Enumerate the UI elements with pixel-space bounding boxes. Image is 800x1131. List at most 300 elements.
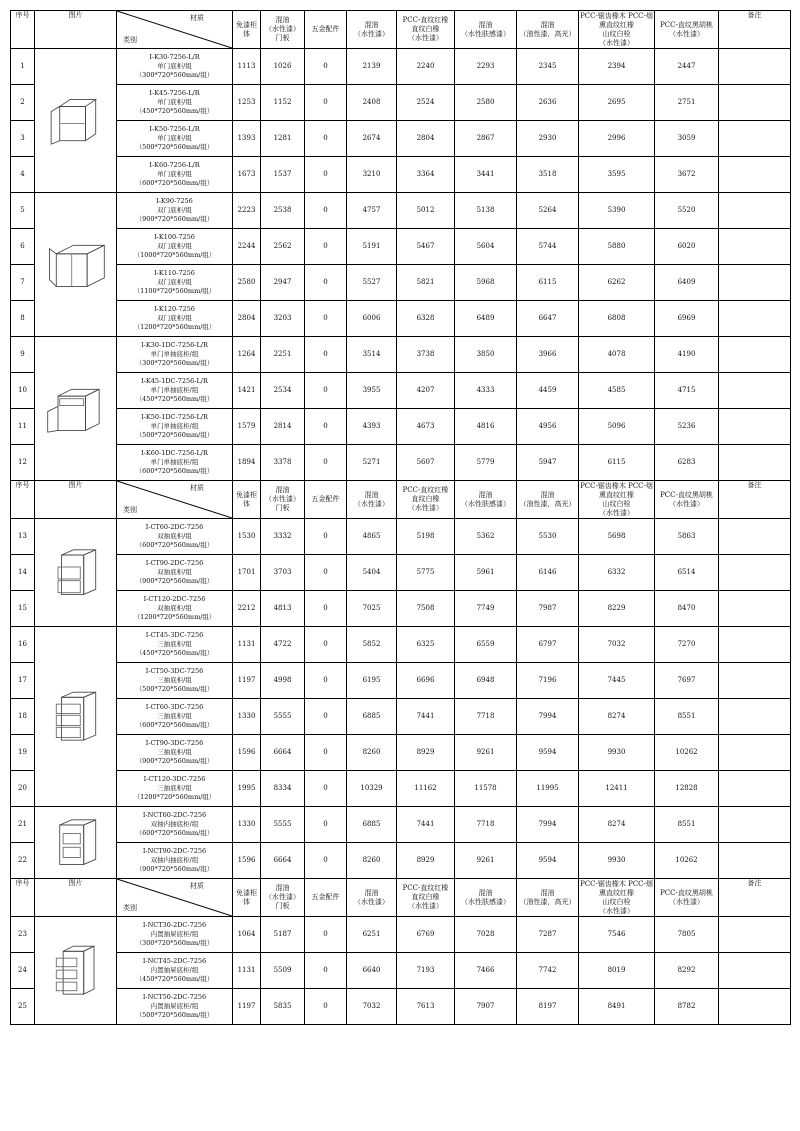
price-cell: 7697 — [655, 663, 719, 699]
price-cell: 5191 — [347, 229, 397, 265]
table-row — [11, 591, 791, 627]
remark-cell — [719, 373, 791, 409]
price-cell: 3672 — [655, 157, 719, 193]
price-cell: 0 — [305, 989, 347, 1025]
price-cell: 9930 — [579, 735, 655, 771]
table-row — [11, 843, 791, 879]
price-cell: 1330 — [233, 699, 261, 735]
price-cell: 5096 — [579, 409, 655, 445]
price-cell: 7193 — [397, 953, 455, 989]
price-cell: 8551 — [655, 699, 719, 735]
price-cell: 5520 — [655, 193, 719, 229]
price-cell: 12411 — [579, 771, 655, 807]
price-cell: 9261 — [455, 735, 517, 771]
price-cell: 7032 — [347, 989, 397, 1025]
price-cell: 8292 — [655, 953, 719, 989]
price-cell: 1673 — [233, 157, 261, 193]
price-cell: 1701 — [233, 555, 261, 591]
price-cell: 5467 — [397, 229, 455, 265]
table-row — [11, 49, 791, 85]
price-cell: 7441 — [397, 699, 455, 735]
price-cell: 0 — [305, 337, 347, 373]
price-cell: 7718 — [455, 807, 517, 843]
price-cell: 6696 — [397, 663, 455, 699]
header-material-label: 材质 — [190, 14, 204, 22]
price-cell: 6885 — [347, 699, 397, 735]
price-cell: 6020 — [655, 229, 719, 265]
price-cell: 1131 — [233, 953, 261, 989]
table-row — [11, 229, 791, 265]
price-cell: 0 — [305, 409, 347, 445]
remark-cell — [719, 301, 791, 337]
price-cell: 2674 — [347, 121, 397, 157]
header-seq: 序号 — [11, 481, 35, 519]
price-cell: 0 — [305, 663, 347, 699]
price-cell: 0 — [305, 555, 347, 591]
three-drawer-cabinet-icon — [46, 686, 106, 748]
price-cell: 2534 — [261, 373, 305, 409]
price-cell: 5604 — [455, 229, 517, 265]
price-cell: 1894 — [233, 445, 261, 481]
header-category-label: 类别 — [123, 36, 137, 44]
price-cell: 5779 — [455, 445, 517, 481]
header-material-label: 材质 — [190, 882, 204, 890]
price-cell: 6769 — [397, 917, 455, 953]
header-c5: PCC-直纹红橡 直纹白橡 （水性漆） — [397, 879, 455, 917]
header-category-material — [117, 879, 233, 917]
price-cell: 4956 — [517, 409, 579, 445]
product-code: I-CT120-3DC-7256 三抽底柜/组 （1200*720*560mm/组） — [117, 771, 233, 807]
price-cell: 1579 — [233, 409, 261, 445]
price-cell: 5236 — [655, 409, 719, 445]
price-cell: 6948 — [455, 663, 517, 699]
price-cell: 5947 — [517, 445, 579, 481]
header-c7: 混油 （油性漆，高光） — [517, 11, 579, 49]
table-row — [11, 85, 791, 121]
price-cell: 0 — [305, 735, 347, 771]
remark-cell — [719, 591, 791, 627]
price-cell: 8260 — [347, 843, 397, 879]
price-cell: 4673 — [397, 409, 455, 445]
price-cell: 7508 — [397, 591, 455, 627]
header-c5: PCC-直纹红橡 直纹白橡 （水性漆） — [397, 11, 455, 49]
row-seq: 22 — [11, 843, 35, 879]
price-cell: 1152 — [261, 85, 305, 121]
remark-cell — [719, 409, 791, 445]
price-cell: 8929 — [397, 735, 455, 771]
price-cell: 5012 — [397, 193, 455, 229]
price-cell: 0 — [305, 843, 347, 879]
header-c4: 混油 （水性漆） — [347, 11, 397, 49]
table-row — [11, 193, 791, 229]
header-c7: 混油 （油性漆，高光） — [517, 481, 579, 519]
price-cell: 10329 — [347, 771, 397, 807]
row-seq: 24 — [11, 953, 35, 989]
price-cell: 6146 — [517, 555, 579, 591]
price-cell: 1995 — [233, 771, 261, 807]
price-cell: 1064 — [233, 917, 261, 953]
price-cell: 1197 — [233, 989, 261, 1025]
remark-cell — [719, 627, 791, 663]
header-c2: 混油 （水性漆） 门板 — [261, 11, 305, 49]
price-cell: 7749 — [455, 591, 517, 627]
header-c1: 免漆柜 体 — [233, 481, 261, 519]
cabinet-picture — [35, 49, 117, 193]
price-cell: 6559 — [455, 627, 517, 663]
row-seq: 11 — [11, 409, 35, 445]
price-cell: 1026 — [261, 49, 305, 85]
price-cell: 0 — [305, 519, 347, 555]
price-cell: 2947 — [261, 265, 305, 301]
product-code: I-K45-1DC-7256-L/R 单门单抽底柜/组 （450*720*560mm/组） — [117, 373, 233, 409]
header-c1: 免漆柜 体 — [233, 879, 261, 917]
table-row — [11, 735, 791, 771]
price-cell: 7025 — [347, 591, 397, 627]
pull-out-basket-cabinet-icon — [46, 940, 106, 1002]
remark-cell — [719, 953, 791, 989]
row-seq: 1 — [11, 49, 35, 85]
product-code: I-NCT60-2DC-7256 双抽内抽底柜/组 （600*720*560mm/组） — [117, 807, 233, 843]
price-cell: 0 — [305, 85, 347, 121]
table-row — [11, 301, 791, 337]
price-cell: 8274 — [579, 807, 655, 843]
header-c5: PCC-直纹红橡 直纹白橡 （水性漆） — [397, 481, 455, 519]
header-c4: 混油 （水性漆） — [347, 481, 397, 519]
price-cell: 7441 — [397, 807, 455, 843]
price-cell: 6325 — [397, 627, 455, 663]
price-cell: 3332 — [261, 519, 305, 555]
price-cell: 6332 — [579, 555, 655, 591]
price-cell: 7028 — [455, 917, 517, 953]
price-cell: 11995 — [517, 771, 579, 807]
price-cell: 6514 — [655, 555, 719, 591]
cabinet-picture — [35, 807, 117, 879]
price-cell: 7032 — [579, 627, 655, 663]
table-row — [11, 265, 791, 301]
price-cell: 2251 — [261, 337, 305, 373]
row-seq: 12 — [11, 445, 35, 481]
price-cell: 0 — [305, 265, 347, 301]
price-cell: 2394 — [579, 49, 655, 85]
price-cell: 2408 — [347, 85, 397, 121]
price-cell: 2293 — [455, 49, 517, 85]
price-cell: 3738 — [397, 337, 455, 373]
price-cell: 2562 — [261, 229, 305, 265]
row-seq: 6 — [11, 229, 35, 265]
header-c3: 五金配件 — [305, 879, 347, 917]
price-cell: 7466 — [455, 953, 517, 989]
price-cell: 3441 — [455, 157, 517, 193]
price-cell: 5744 — [517, 229, 579, 265]
price-cell: 5968 — [455, 265, 517, 301]
price-cell: 0 — [305, 121, 347, 157]
price-cell: 4333 — [455, 373, 517, 409]
price-cell: 2695 — [579, 85, 655, 121]
price-cell: 4207 — [397, 373, 455, 409]
price-cell: 3955 — [347, 373, 397, 409]
cabinet-picture — [35, 627, 117, 807]
row-seq: 25 — [11, 989, 35, 1025]
price-cell: 5509 — [261, 953, 305, 989]
price-cell: 7445 — [579, 663, 655, 699]
header-c9: PCC-直纹黑胡桃 （水性漆） — [655, 481, 719, 519]
header-category-material — [117, 11, 233, 49]
remark-cell — [719, 917, 791, 953]
price-cell: 8551 — [655, 807, 719, 843]
remark-cell — [719, 229, 791, 265]
remark-cell — [719, 265, 791, 301]
table-row — [11, 519, 791, 555]
row-seq: 13 — [11, 519, 35, 555]
price-cell: 2345 — [517, 49, 579, 85]
price-cell: 6006 — [347, 301, 397, 337]
price-cell: 6283 — [655, 445, 719, 481]
product-code: I-NCT90-2DC-7256 双抽内抽底柜/组 （900*720*560mm/组） — [117, 843, 233, 879]
table-row — [11, 157, 791, 193]
price-cell: 6262 — [579, 265, 655, 301]
price-cell: 7987 — [517, 591, 579, 627]
single-door-base-cabinet-icon — [46, 90, 106, 152]
price-cell: 1421 — [233, 373, 261, 409]
price-cell: 8929 — [397, 843, 455, 879]
price-cell: 3966 — [517, 337, 579, 373]
remark-cell — [719, 445, 791, 481]
price-cell: 4816 — [455, 409, 517, 445]
price-cell: 1530 — [233, 519, 261, 555]
table-row — [11, 555, 791, 591]
row-seq: 8 — [11, 301, 35, 337]
row-seq: 23 — [11, 917, 35, 953]
header-seq: 序号 — [11, 11, 35, 49]
product-code: I-NCT45-2DC-7256 内置抽屉底柜/组 （450*720*560mm/组） — [117, 953, 233, 989]
row-seq: 9 — [11, 337, 35, 373]
price-cell: 5362 — [455, 519, 517, 555]
row-seq: 17 — [11, 663, 35, 699]
price-cell: 6647 — [517, 301, 579, 337]
header-pic: 图片 — [35, 11, 117, 49]
price-cell: 9594 — [517, 843, 579, 879]
price-cell: 6251 — [347, 917, 397, 953]
table-row — [11, 373, 791, 409]
price-cell: 0 — [305, 373, 347, 409]
price-cell: 0 — [305, 49, 347, 85]
price-cell: 6664 — [261, 735, 305, 771]
price-cell: 8491 — [579, 989, 655, 1025]
price-cell: 3210 — [347, 157, 397, 193]
price-cell: 2636 — [517, 85, 579, 121]
product-code: I-NCT30-2DC-7256 内置抽屉底柜/组 （300*720*560mm/组） — [117, 917, 233, 953]
price-cell: 6808 — [579, 301, 655, 337]
product-code: I-NCT50-2DC-7256 内置抽屉底柜/组 （500*720*560mm/组） — [117, 989, 233, 1025]
product-code: I-K100-7256 双门底柜/组 （1000*720*560mm/组） — [117, 229, 233, 265]
price-cell: 2139 — [347, 49, 397, 85]
price-cell: 6885 — [347, 807, 397, 843]
product-code: I-K30-7256-L/R 单门底柜/组 （300*720*560mm/组） — [117, 49, 233, 85]
price-cell: 8197 — [517, 989, 579, 1025]
row-seq: 2 — [11, 85, 35, 121]
header-c3: 五金配件 — [305, 481, 347, 519]
price-cell: 4078 — [579, 337, 655, 373]
price-cell: 5198 — [397, 519, 455, 555]
price-cell: 0 — [305, 699, 347, 735]
price-cell: 0 — [305, 193, 347, 229]
header-c8: PCC-锯齿橡木 PCC-烟 熏直纹红橡 山纹白栓 （水性漆） — [580, 879, 653, 915]
price-cell: 5555 — [261, 807, 305, 843]
price-cell: 3378 — [261, 445, 305, 481]
header-c6: 混油 （水性肤感漆） — [455, 879, 517, 917]
product-code: I-K60-1DC-7256-L/R 单门单抽底柜/组 （600*720*560mm/组） — [117, 445, 233, 481]
price-cell: 0 — [305, 627, 347, 663]
price-cell: 5390 — [579, 193, 655, 229]
price-cell: 6797 — [517, 627, 579, 663]
remark-cell — [719, 519, 791, 555]
price-cell: 7805 — [655, 917, 719, 953]
price-cell: 0 — [305, 445, 347, 481]
price-cell: 0 — [305, 771, 347, 807]
table-row — [11, 121, 791, 157]
price-cell: 2867 — [455, 121, 517, 157]
price-cell: 7718 — [455, 699, 517, 735]
product-code: I-CT90-2DC-7256 双抽底柜/组 （900*720*560mm/组） — [117, 555, 233, 591]
price-cell: 11578 — [455, 771, 517, 807]
price-cell: 6664 — [261, 843, 305, 879]
price-cell: 2996 — [579, 121, 655, 157]
price-cell: 0 — [305, 953, 347, 989]
header-c8: PCC-锯齿橡木 PCC-烟 熏直纹红橡 山纹白栓 （水性漆） — [580, 11, 653, 47]
price-cell: 2524 — [397, 85, 455, 121]
row-seq: 15 — [11, 591, 35, 627]
price-cell: 2930 — [517, 121, 579, 157]
row-seq: 16 — [11, 627, 35, 663]
price-cell: 5187 — [261, 917, 305, 953]
price-cell: 6115 — [579, 445, 655, 481]
price-cell: 2223 — [233, 193, 261, 229]
price-cell: 3850 — [455, 337, 517, 373]
product-code: I-K120-7256 双门底柜/组 （1200*720*560mm/组） — [117, 301, 233, 337]
price-cell: 4459 — [517, 373, 579, 409]
header-c3: 五金配件 — [305, 11, 347, 49]
price-cell: 7907 — [455, 989, 517, 1025]
price-cell: 2804 — [233, 301, 261, 337]
price-cell: 1131 — [233, 627, 261, 663]
header-c6: 混油 （水性肤感漆） — [455, 481, 517, 519]
price-cell: 11162 — [397, 771, 455, 807]
price-cell: 1113 — [233, 49, 261, 85]
remark-cell — [719, 49, 791, 85]
price-cell: 1197 — [233, 663, 261, 699]
header-c10: 备注 — [719, 481, 791, 519]
price-cell: 4813 — [261, 591, 305, 627]
price-cell: 8470 — [655, 591, 719, 627]
price-cell: 5835 — [261, 989, 305, 1025]
price-cell: 5821 — [397, 265, 455, 301]
price-cell: 5698 — [579, 519, 655, 555]
price-cell: 2447 — [655, 49, 719, 85]
price-cell: 3059 — [655, 121, 719, 157]
price-cell: 0 — [305, 157, 347, 193]
product-code: I-CT45-3DC-7256 三抽底柜/组 （450*720*560mm/组） — [117, 627, 233, 663]
header-material-label: 材质 — [190, 484, 204, 492]
price-cell: 5404 — [347, 555, 397, 591]
price-cell: 4715 — [655, 373, 719, 409]
product-code: I-K30-1DC-7256-L/R 单门单抽底柜/组 （300*720*560mm/组） — [117, 337, 233, 373]
price-cell: 1596 — [233, 735, 261, 771]
remark-cell — [719, 193, 791, 229]
price-cell: 5530 — [517, 519, 579, 555]
table-row — [11, 807, 791, 843]
product-code: I-CT50-3DC-7256 三抽底柜/组 （500*720*560mm/组） — [117, 663, 233, 699]
header-row — [11, 481, 791, 519]
price-cell: 0 — [305, 807, 347, 843]
product-code: I-CT60-3DC-7256 三抽底柜/组 （600*720*560mm/组） — [117, 699, 233, 735]
price-cell: 2580 — [233, 265, 261, 301]
product-code: I-K60-7256-L/R 单门底柜/组 （600*720*560mm/组） — [117, 157, 233, 193]
inner-drawer-cabinet-icon — [46, 812, 106, 874]
price-cell: 1253 — [233, 85, 261, 121]
header-category-label: 类别 — [123, 904, 137, 912]
header-c10: 备注 — [719, 11, 791, 49]
row-seq: 10 — [11, 373, 35, 409]
row-seq: 21 — [11, 807, 35, 843]
product-code: I-CT60-2DC-7256 双抽底柜/组 （600*720*560mm/组） — [117, 519, 233, 555]
header-seq: 序号 — [11, 879, 35, 917]
price-cell: 5961 — [455, 555, 517, 591]
table-row — [11, 337, 791, 373]
header-c9: PCC-直纹黑胡桃 （水性漆） — [655, 879, 719, 917]
table-row — [11, 627, 791, 663]
price-cell: 0 — [305, 301, 347, 337]
price-cell: 5880 — [579, 229, 655, 265]
price-cell: 12828 — [655, 771, 719, 807]
price-cell: 8782 — [655, 989, 719, 1025]
price-cell: 4998 — [261, 663, 305, 699]
remark-cell — [719, 735, 791, 771]
price-cell: 1281 — [261, 121, 305, 157]
header-c7: 混油 （油性漆，高光） — [517, 879, 579, 917]
row-seq: 20 — [11, 771, 35, 807]
price-cell: 5852 — [347, 627, 397, 663]
price-cell: 7742 — [517, 953, 579, 989]
header-row — [11, 879, 791, 917]
double-door-base-cabinet-icon — [46, 234, 106, 296]
remark-cell — [719, 989, 791, 1025]
table-row — [11, 953, 791, 989]
price-cell: 0 — [305, 591, 347, 627]
price-cell: 4865 — [347, 519, 397, 555]
price-cell: 1330 — [233, 807, 261, 843]
row-seq: 5 — [11, 193, 35, 229]
row-seq: 3 — [11, 121, 35, 157]
price-cell: 7994 — [517, 807, 579, 843]
price-cell: 5271 — [347, 445, 397, 481]
price-cell: 7994 — [517, 699, 579, 735]
header-category-material — [117, 481, 233, 519]
price-cell: 4585 — [579, 373, 655, 409]
row-seq: 7 — [11, 265, 35, 301]
header-c9: PCC-直纹黑胡桃 （水性漆） — [655, 11, 719, 49]
price-cell: 1393 — [233, 121, 261, 157]
header-c4: 混油 （水性漆） — [347, 879, 397, 917]
price-cell: 0 — [305, 917, 347, 953]
row-seq: 4 — [11, 157, 35, 193]
price-cell: 6640 — [347, 953, 397, 989]
table-row — [11, 663, 791, 699]
price-cell: 8334 — [261, 771, 305, 807]
price-cell: 6409 — [655, 265, 719, 301]
price-cell: 7287 — [517, 917, 579, 953]
product-code: I-CT90-3DC-7256 三抽底柜/组 （900*720*560mm/组） — [117, 735, 233, 771]
price-cell: 8229 — [579, 591, 655, 627]
